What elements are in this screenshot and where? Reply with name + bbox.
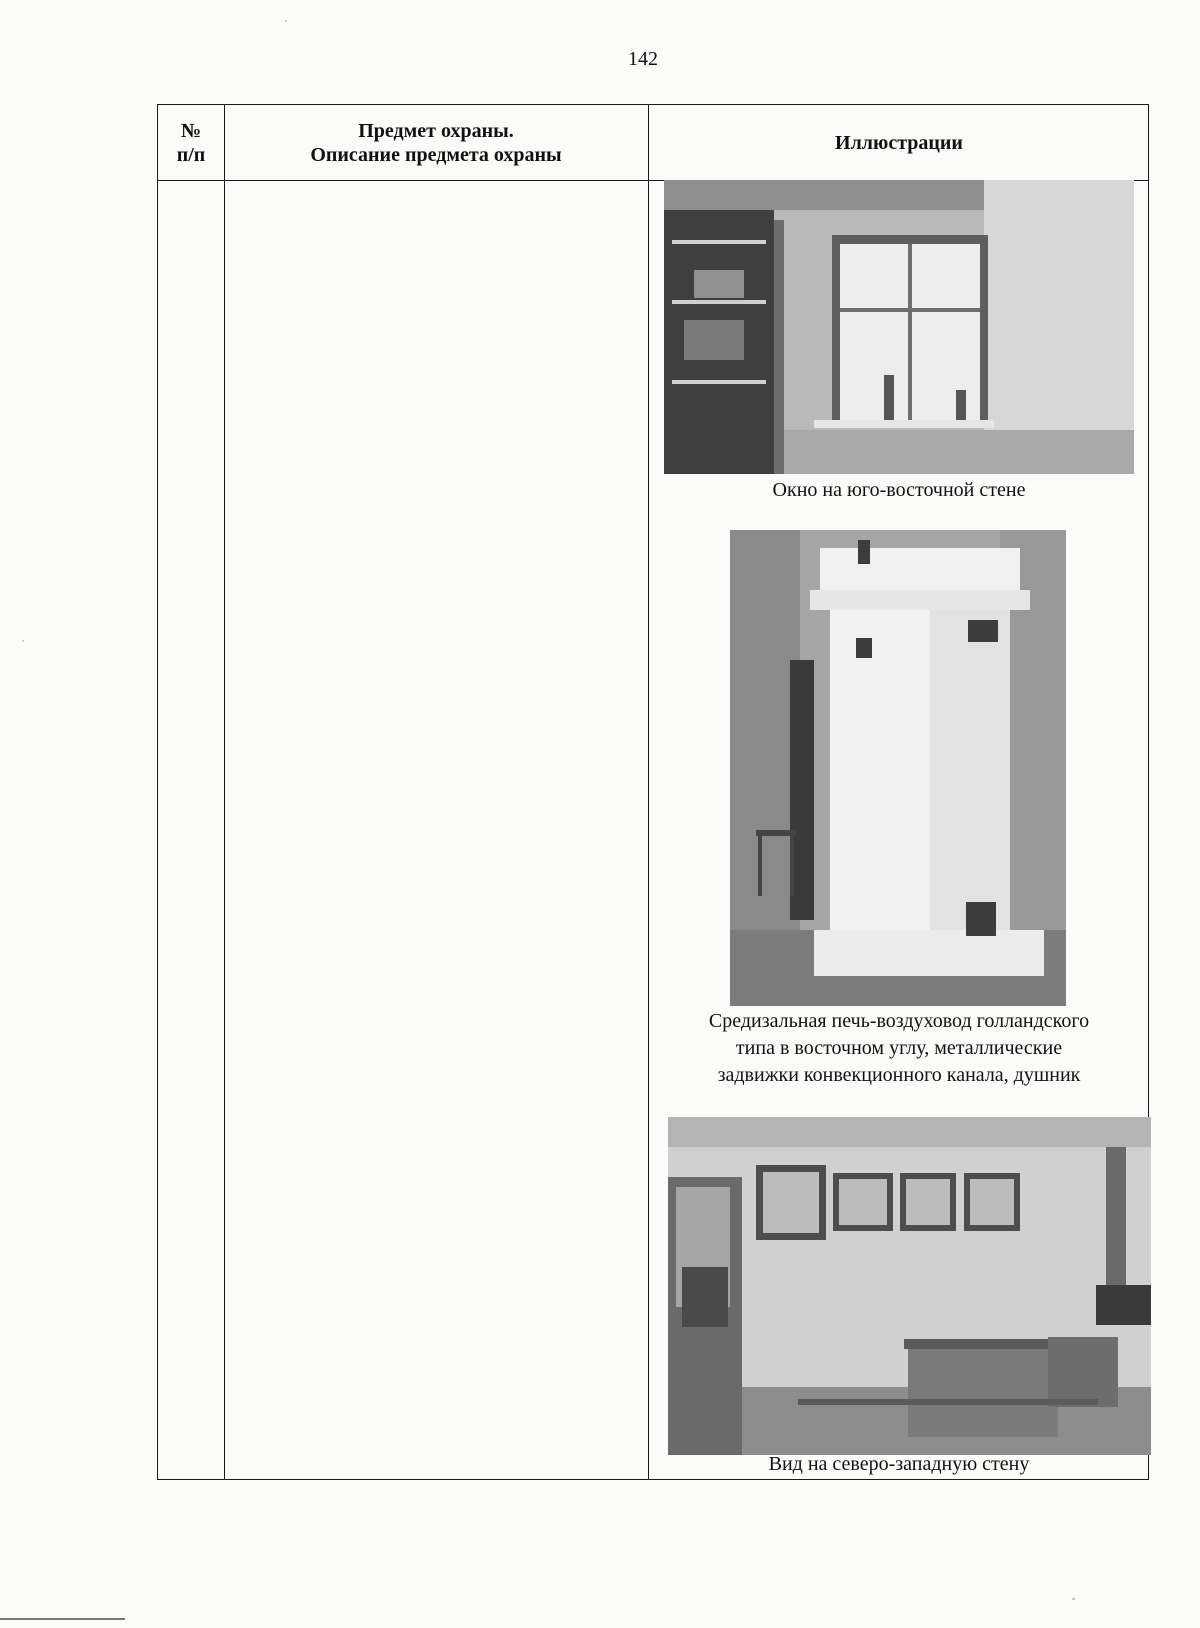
protection-table [157, 104, 1149, 1480]
scan-edge-mark [0, 1618, 125, 1620]
column-divider [224, 105, 225, 1479]
caption-stove [648, 1008, 1150, 1089]
photo-northwest-wall [668, 1117, 1151, 1455]
caption-stove-line1: Средизальная печь-воздуховод голландского [708, 1010, 1090, 1032]
header-number [158, 105, 224, 180]
caption-stove-line3: задвижки конвекционного канала, душник [717, 1064, 1081, 1086]
column-divider [648, 105, 649, 1479]
scan-speck [1072, 1598, 1075, 1600]
photo-stove [730, 530, 1066, 1006]
photo-window [664, 180, 1134, 474]
header-subject-line1: Предмет охраны. [358, 119, 514, 142]
caption-stove-line2: типа в восточном углу, металлические [735, 1037, 1063, 1059]
header-subject [224, 105, 648, 180]
caption-northwest-wall: Вид на северо-западную стену [768, 1453, 1030, 1475]
page-number: 142 [628, 48, 658, 70]
scan-speck [285, 20, 287, 22]
header-illustrations-label: Иллюстрации [835, 131, 963, 154]
header-number-line2: п/п [176, 143, 206, 166]
header-subject-line2: Описание предмета охраны [310, 143, 562, 166]
scan-speck [22, 640, 24, 642]
caption-window: Окно на юго-восточной стене [772, 479, 1026, 501]
header-illustrations [648, 105, 1150, 180]
header-number-line1: № [180, 119, 202, 142]
